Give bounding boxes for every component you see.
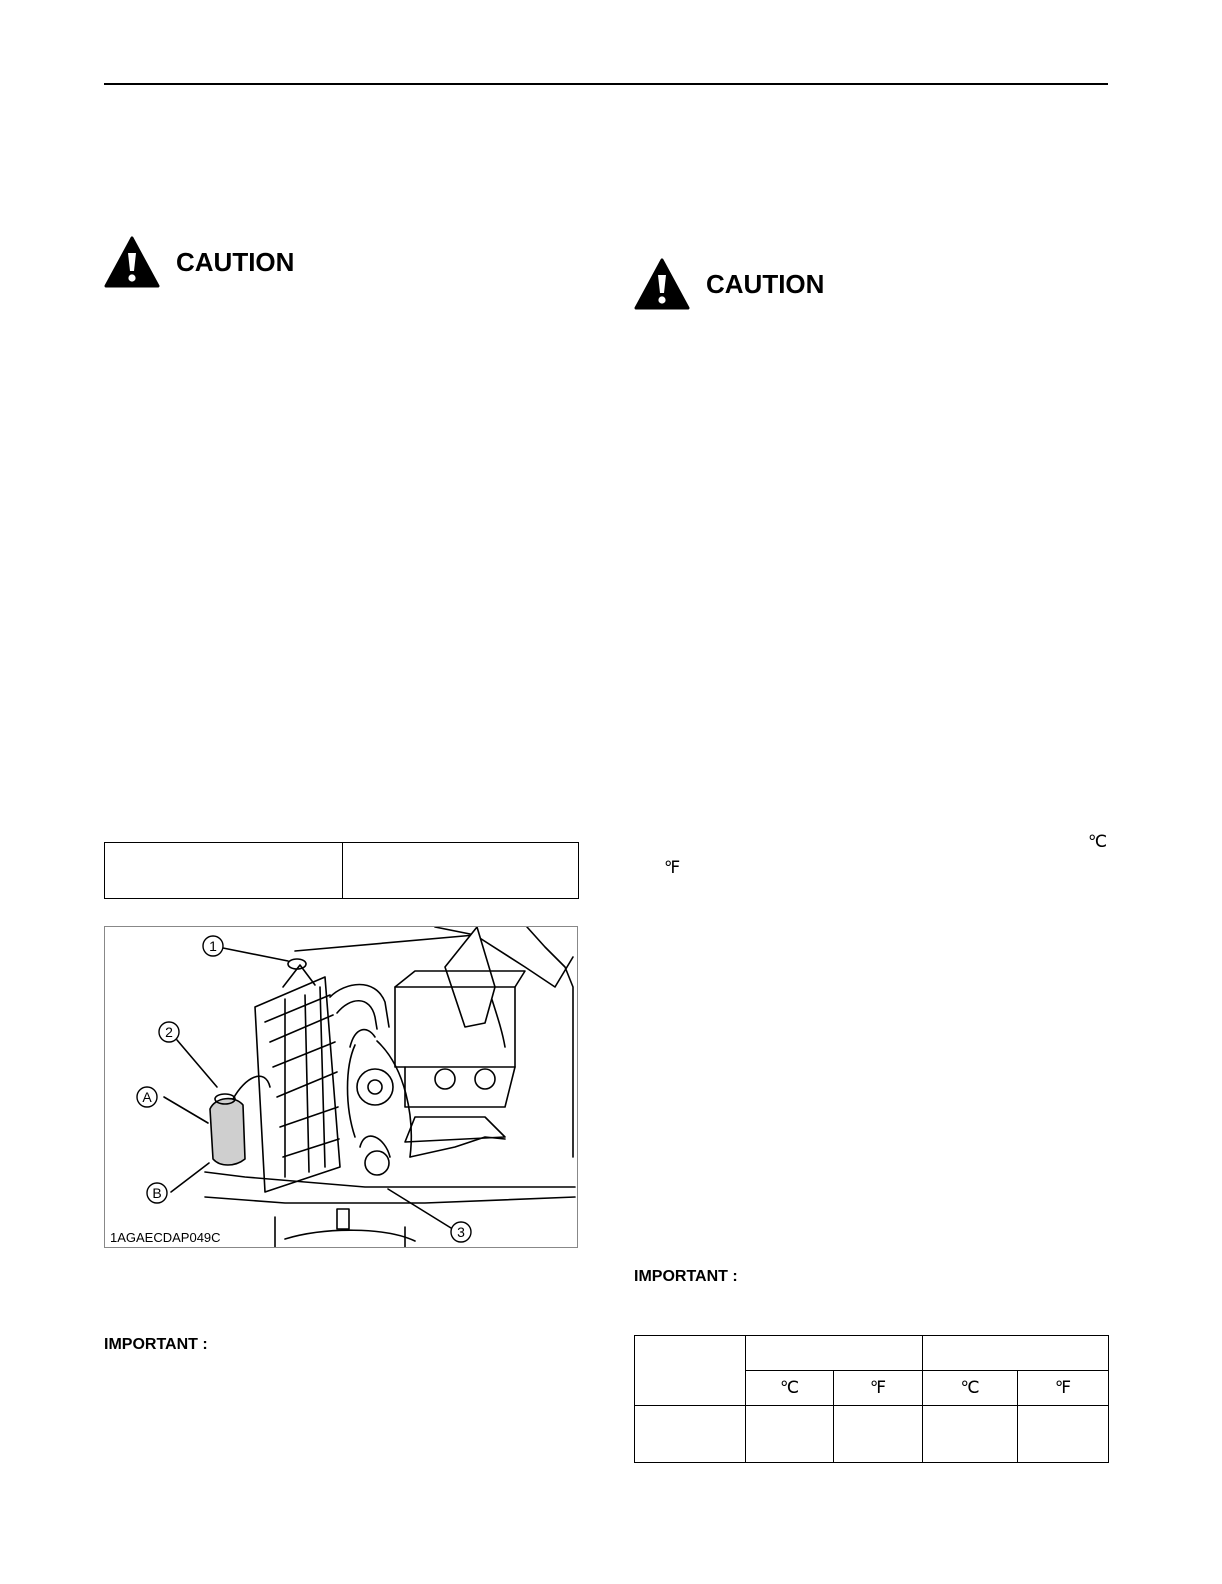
table-cell: [635, 1336, 746, 1406]
table-cell: [105, 843, 343, 899]
callout-label: 1: [209, 938, 217, 954]
table-header-cell: ℃: [923, 1371, 1018, 1406]
callout-label: 2: [165, 1024, 173, 1040]
callout-label: B: [152, 1185, 162, 1201]
header-rule: [104, 83, 1108, 85]
fahrenheit-symbol: ℉: [664, 858, 681, 877]
caution-heading-right: [634, 258, 824, 310]
caution-label: CAUTION: [706, 268, 825, 299]
temperature-table: [634, 1335, 1109, 1463]
table-cell: [746, 1406, 834, 1463]
table-cell: [635, 1406, 746, 1463]
table-row: [635, 1336, 1109, 1371]
table-header-cell: ℉: [1018, 1371, 1109, 1406]
table-header-cell: ℃: [746, 1371, 834, 1406]
warning-triangle-icon: [104, 236, 160, 288]
table-header-cell: ℉: [834, 1371, 923, 1406]
table-cell: [923, 1336, 1109, 1371]
table-cell: [1018, 1406, 1109, 1463]
table-row: [105, 843, 579, 899]
callout-label: 3: [457, 1224, 465, 1240]
table-cell: [746, 1336, 923, 1371]
engine-illustration: [105, 927, 577, 1247]
important-label-right: IMPORTANT :: [634, 1268, 738, 1285]
figure-code: 1AGAECDAP049C: [110, 1230, 221, 1245]
engine-radiator-figure: [104, 926, 578, 1248]
table-cell: [343, 843, 579, 899]
spec-table: [104, 842, 579, 899]
celsius-symbol: ℃: [1088, 832, 1108, 851]
caution-label: CAUTION: [176, 246, 295, 277]
important-label-left: IMPORTANT :: [104, 1336, 208, 1353]
warning-triangle-icon: [634, 258, 690, 310]
table-cell: [923, 1406, 1018, 1463]
caution-heading-left: [104, 236, 294, 288]
callout-label: A: [142, 1089, 152, 1105]
table-row: [635, 1406, 1109, 1463]
table-cell: [834, 1406, 923, 1463]
